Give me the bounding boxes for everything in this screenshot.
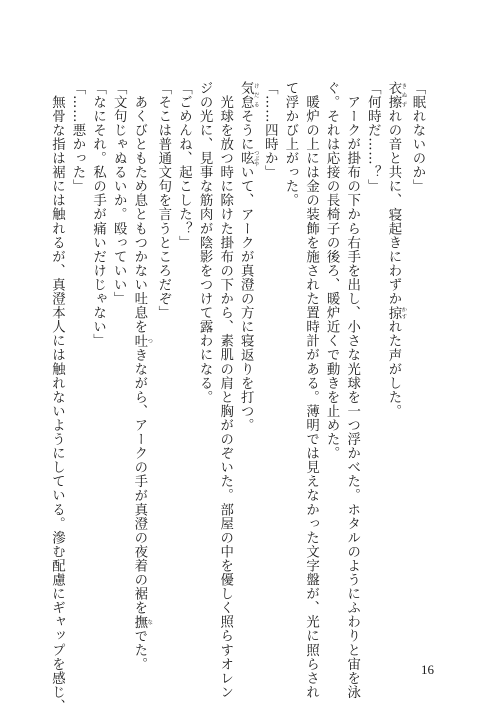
text-line: 「なにそれ。私の手が痛いだけじゃない」	[90, 81, 106, 348]
text-line: 暖炉の上には金の装飾を施された置時計がある。薄明では見えなかった文字盤が、光に照らされ	[303, 81, 319, 700]
text-line: 「そこは普通文句を言うところだぞ」	[155, 81, 171, 320]
text-line: 気怠 けだるそうに呟 つぶやいて、アークが真澄の方に寝返りを打つ。	[238, 81, 259, 433]
ruby-annotation: 撫 な	[131, 614, 153, 629]
ruby-annotation: 衣擦 きぬず	[385, 81, 407, 110]
body-text	[46, 81, 427, 713]
text-line: 「文句じゃぬるいか。殴っていい」	[111, 81, 127, 306]
text-line: 「……悪かった」	[70, 81, 85, 194]
text-line: アークが掛布の下から右手を出し、小さな光球を一つ浮かべた。ホタルのようにふわりと宙を泳	[344, 81, 360, 700]
text-line: て浮かび上がった。	[282, 81, 298, 208]
ruby-annotation: 気怠 けだる	[238, 81, 259, 110]
text-line: 「何時だ……？」	[365, 81, 381, 194]
text-line: 光球を放つ時に除けた掛布の下から、素肌の肩と胸がのぞいた。部屋の中を優しく照らすオレン	[217, 81, 233, 700]
text-line: 「眠れないのか」	[410, 81, 425, 194]
ruby-annotation: 吐 つ	[131, 333, 153, 348]
text-line: ジの光に、見事な筋肉が陰影をつけて露わになる。	[197, 81, 213, 405]
text-line: ぐ。それは応接の長椅子の後ろ、暖炉近くで動きを止めた。	[324, 81, 340, 461]
ruby-annotation: 呟 つぶや	[238, 150, 259, 167]
text-line: あくびともため息ともつかない吐息を吐 つきながら、アークの手が真澄の夜着の裾を撫 なでた。	[131, 81, 153, 672]
text-line: 衣擦 きぬずれの音と共に、寝起きにわずか掠 かすれた声がした。	[385, 81, 407, 419]
text-line: 「ごめんね、起こした？」	[176, 81, 192, 250]
text-line: 無骨な指は裾には触れるが、真澄本人には触れないようにしている。滲む配慮にギャップを感じ、	[49, 81, 65, 713]
page-number: 16	[421, 662, 434, 677]
text-line: 「……四時か」	[262, 81, 278, 180]
ruby-annotation: 掠 かす	[385, 305, 407, 320]
